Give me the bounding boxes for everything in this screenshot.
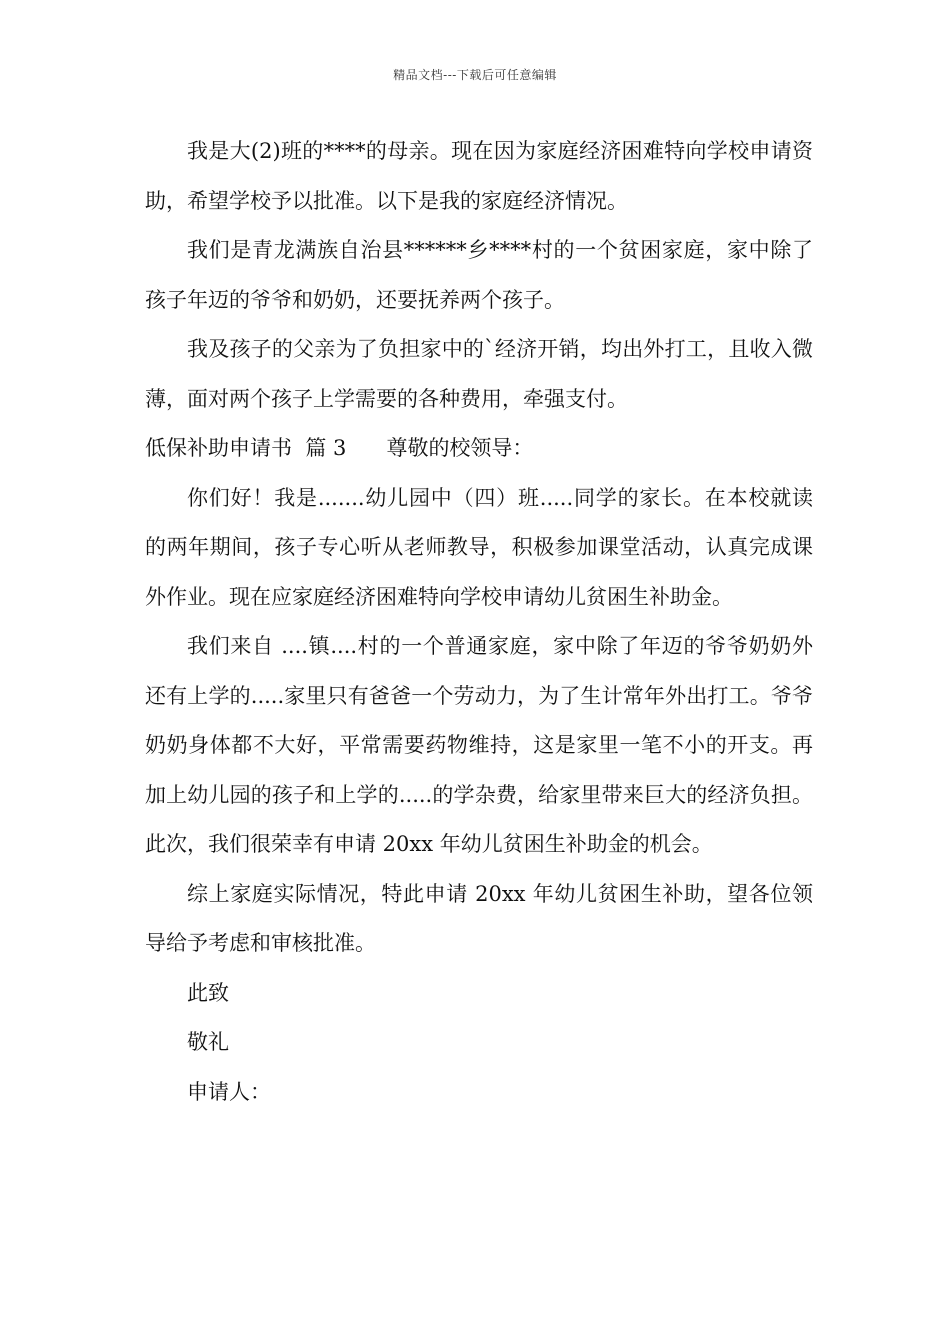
closing-zhizhi: 此致 (187, 980, 229, 1005)
paragraph-work: 我及孩子的父亲为了负担家中的`经济开销，均出外打工，且收入微薄，面对两个孩子上学需要的各种费用，牵强支付。 (145, 337, 813, 411)
page-header: 精品文档---下载后可任意编辑 (393, 68, 557, 82)
paragraph-family: 我们是青龙满族自治县******乡****村的一个贫困家庭，家中除了孩子年迈的爷爷和奶奶，还要抚养两个孩子。 (145, 238, 813, 312)
section-heading: 低保补助申请书 篇 3 尊敬的校领导： (145, 436, 534, 460)
paragraph-request: 综上家庭实际情况，特此申请 20xx 年幼儿贫困生补助，望各位领导给予考虑和审核批准。 (145, 881, 813, 955)
applicant-label: 申请人： (187, 1079, 271, 1104)
letter-body (145, 127, 813, 1117)
paragraph-intro: 我是大(2)班的****的母亲。现在因为家庭经济困难特向学校申请资助，希望学校予以批准。以下是我的家庭经济情况。 (145, 139, 813, 213)
paragraph-greeting: 你们好！我是.......幼儿园中（四）班.....同学的家长。在本校就读的两年期间，孩子专心听从老师教导，积极参加课堂活动，认真完成课外作业。现在应家庭经济困难特向学校申请幼儿贫困生补助金。 (145, 485, 813, 609)
closing-jingli: 敬礼 (187, 1030, 229, 1054)
paragraph-background: 我们来自 ....镇....村的一个普通家庭，家中除了年迈的爷爷奶奶外还有上学的.....家里只有爸爸一个劳动力，为了生计常年外出打工。爷爷奶奶身体都不大好，平常需要药物维持，这是家里一笔不小的开支。再加上幼儿园的孩子和上学的.....的学杂费，给家里带来巨大的经济负担。此次，我们很荣幸有申请 20xx 年幼儿贫困生补助金的机会。 (145, 634, 813, 856)
